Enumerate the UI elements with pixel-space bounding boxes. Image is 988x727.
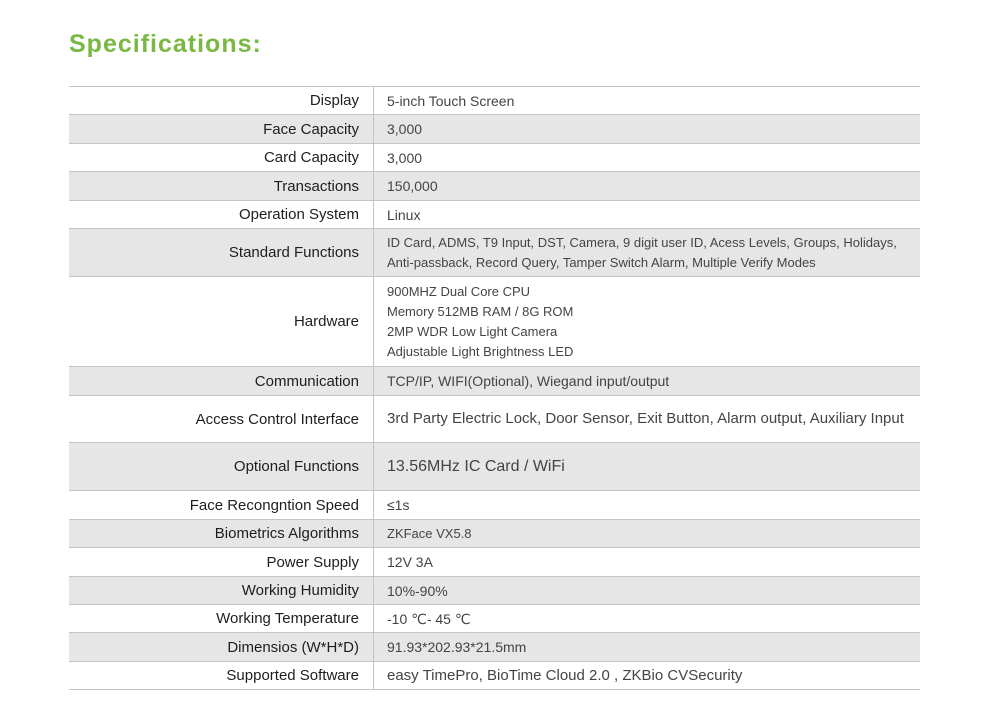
spec-value-line: TCP/IP, WIFI(Optional), Wiegand input/output: [387, 373, 670, 389]
spec-label: Optional Functions: [69, 443, 374, 490]
spec-value-line: 12V 3A: [387, 554, 433, 570]
spec-label: Standard Functions: [69, 229, 374, 276]
spec-value-line: 3,000: [387, 121, 423, 137]
spec-value: [374, 605, 920, 632]
spec-value: [374, 115, 920, 143]
spec-row-optional-functions: [69, 443, 920, 491]
spec-value: [374, 443, 920, 490]
spec-row-display: [69, 87, 920, 115]
spec-label: Hardware: [69, 277, 374, 366]
spec-label: Dimensios (W*H*D): [69, 633, 374, 661]
spec-row-face-capacity: [69, 115, 920, 144]
spec-row-transactions: [69, 172, 920, 201]
spec-value: [374, 87, 920, 114]
spec-row-dimensions: [69, 633, 920, 662]
spec-label: Operation System: [69, 201, 374, 228]
spec-label: Card Capacity: [69, 144, 374, 171]
spec-row-access-control-interface: [69, 396, 920, 443]
spec-row-card-capacity: [69, 144, 920, 172]
spec-row-working-humidity: [69, 577, 920, 605]
spec-value-line: 91.93*202.93*21.5mm: [387, 639, 527, 655]
spec-label: Display: [69, 87, 374, 114]
spec-row-biometrics-algorithms: [69, 520, 920, 548]
spec-value: [374, 201, 920, 228]
spec-value: [374, 144, 920, 171]
spec-value: [374, 367, 920, 395]
spec-value: [374, 277, 920, 366]
spec-value-line: 2MP WDR Low Light Camera: [387, 323, 558, 339]
spec-value-line: 900MHZ Dual Core CPU: [387, 283, 531, 299]
spec-label: Face Recongntion Speed: [69, 491, 374, 519]
spec-value-line: -10 ℃- 45 ℃: [387, 610, 471, 627]
spec-row-hardware: [69, 277, 920, 367]
spec-value: [374, 172, 920, 200]
spec-value-line: 150,000: [387, 178, 438, 194]
spec-value-line: Anti-passback, Record Query, Tamper Switch Alarm, Multiple Verify Modes: [387, 254, 816, 270]
spec-row-face-recognition-speed: [69, 491, 920, 520]
spec-value-line: 3,000: [387, 149, 423, 166]
spec-label: Transactions: [69, 172, 374, 200]
spec-label: Working Temperature: [69, 605, 374, 632]
spec-value-line: easy TimePro, BioTime Cloud 2.0 , ZKBio CVSecurity: [387, 666, 743, 684]
spec-value: [374, 662, 920, 689]
spec-value-line: 10%-90%: [387, 582, 448, 599]
spec-value: [374, 491, 920, 519]
spec-value: [374, 396, 920, 442]
spec-row-supported-software: [69, 662, 920, 690]
spec-row-standard-functions: [69, 229, 920, 277]
spec-row-power-supply: [69, 548, 920, 577]
spec-value-line: Adjustable Light Brightness LED: [387, 343, 574, 359]
spec-value: [374, 633, 920, 661]
spec-value: [374, 229, 920, 276]
spec-label: Face Capacity: [69, 115, 374, 143]
spec-value-line: ZKFace VX5.8: [387, 525, 472, 541]
spec-value: [374, 520, 920, 547]
spec-value: [374, 577, 920, 604]
spec-label: Working Humidity: [69, 577, 374, 604]
spec-label: Biometrics Algorithms: [69, 520, 374, 547]
spec-label: Communication: [69, 367, 374, 395]
spec-value-line: 5-inch Touch Screen: [387, 92, 515, 109]
spec-value-line: Linux: [387, 206, 421, 223]
spec-row-working-temperature: [69, 605, 920, 633]
spec-value-line: ID Card, ADMS, T9 Input, DST, Camera, 9 digit user ID, Acess Levels, Groups, Holidays,: [387, 234, 897, 250]
spec-row-operation-system: [69, 201, 920, 229]
spec-label: Supported Software: [69, 662, 374, 689]
spec-value-line: Memory 512MB RAM / 8G ROM: [387, 303, 574, 319]
spec-table: [69, 86, 920, 690]
spec-value-line: 13.56MHz IC Card / WiFi: [387, 457, 565, 475]
spec-label: Power Supply: [69, 548, 374, 576]
spec-row-communication: [69, 367, 920, 396]
page-title: Specifications:: [69, 30, 262, 58]
spec-value-line: 3rd Party Electric Lock, Door Sensor, Exit Button, Alarm output, Auxiliary Input: [387, 410, 904, 427]
spec-label: Access Control Interface: [69, 396, 374, 442]
spec-value-line: ≤1s: [387, 497, 410, 513]
spec-value: [374, 548, 920, 576]
